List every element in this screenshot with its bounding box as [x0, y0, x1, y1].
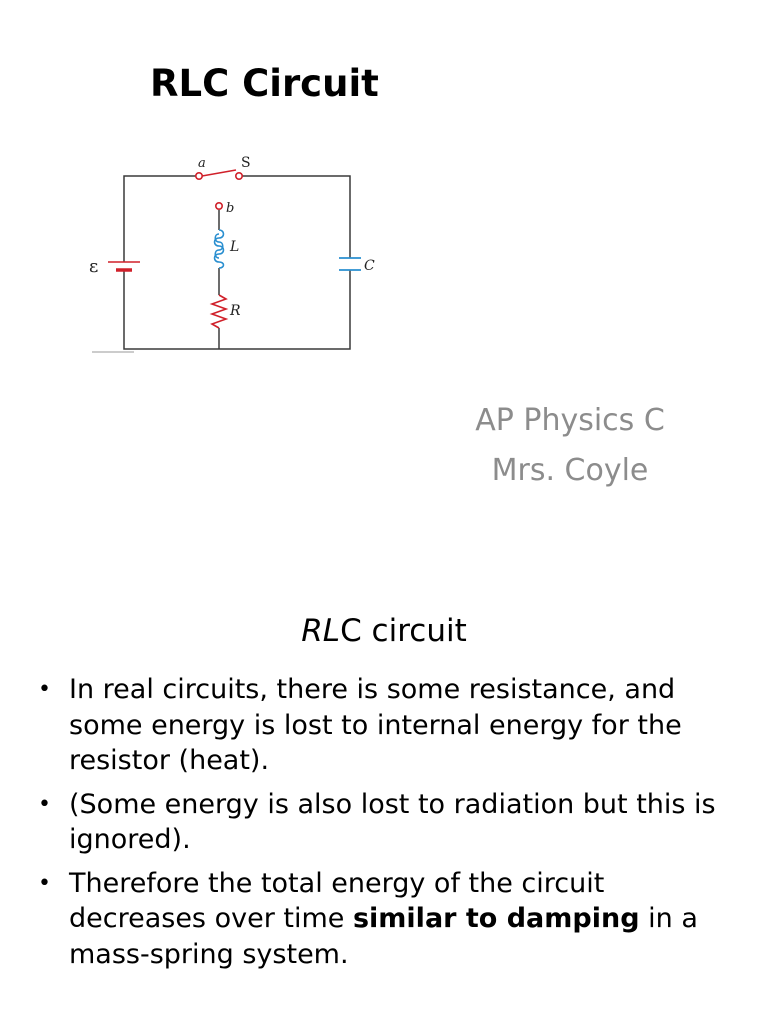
- bullet-marker: •: [38, 870, 51, 896]
- bullet-text: [69, 868, 698, 970]
- bullet-text: In real circuits, there is some resistance, and some energy is lost to internal energy for the resistor (heat).: [69, 674, 682, 776]
- section-heading-rest: C circuit: [340, 613, 467, 649]
- switch-label-a: a: [198, 156, 206, 171]
- course-name: AP Physics C: [475, 403, 665, 438]
- bullet-text-emphasis: similar to damping: [352, 903, 640, 934]
- circuit-wires: [124, 176, 350, 349]
- section-heading: [0, 610, 768, 652]
- slide-title: RLC Circuit: [150, 62, 379, 105]
- resistor-symbol: [212, 295, 226, 328]
- course-credits: [420, 396, 720, 496]
- switch-label-s: S: [241, 155, 251, 171]
- bullet-list: [38, 672, 738, 980]
- bullet-item: [38, 787, 738, 858]
- capacitor-label: C: [364, 258, 375, 274]
- bullet-item: [38, 672, 738, 779]
- bullet-text-end: in a mass-spring system.: [69, 903, 698, 970]
- bullet-marker: •: [38, 677, 51, 702]
- capacitor-symbol: [339, 258, 361, 270]
- rlc-circuit-diagram: [88, 148, 380, 358]
- resistor-label: R: [230, 303, 241, 319]
- battery-symbol: [108, 262, 140, 270]
- emf-label: ε: [89, 256, 99, 277]
- section-heading-italic: RL: [301, 613, 341, 649]
- inductor-symbol: [215, 230, 224, 268]
- bullet-item: [38, 866, 738, 973]
- bullet-text-start: Therefore the total energy of the circuit decreases over time: [69, 867, 605, 934]
- terminal-label-b: b: [226, 201, 235, 216]
- inductor-label: L: [230, 239, 240, 255]
- switch-symbol: [196, 170, 242, 209]
- teacher-name: Mrs. Coyle: [491, 453, 649, 488]
- bullet-marker: •: [38, 791, 51, 817]
- bullet-text: (Some energy is also lost to radiation but this is ignored).: [69, 788, 716, 855]
